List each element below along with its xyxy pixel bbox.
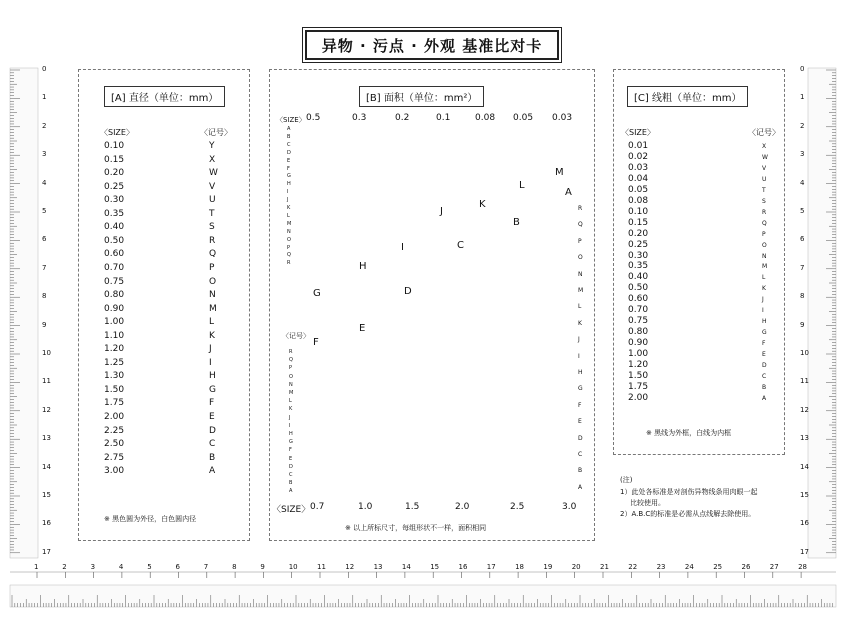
ruler-left-label: 15	[42, 491, 51, 499]
line-size-label: 0.04	[628, 173, 649, 184]
area-top-code: O	[287, 236, 291, 243]
diameter-code-label: U	[209, 195, 216, 206]
ruler-left	[10, 68, 38, 558]
ruler-right	[808, 68, 836, 558]
area-top-code: M	[287, 220, 292, 227]
area-right-code: F	[578, 401, 582, 409]
line-code-label: M	[762, 263, 768, 271]
ruler-left-label: 10	[42, 349, 51, 357]
diameter-size-label: 3.00	[104, 466, 125, 477]
line-size-label: 1.75	[628, 381, 649, 392]
ruler-right-label: 11	[800, 377, 809, 386]
area-top-code: D	[287, 149, 291, 156]
area-top-code: A	[287, 126, 291, 132]
area-right-code: M	[578, 287, 584, 294]
ruler-bottom-label: 19	[543, 563, 553, 571]
diameter-size-label: 2.00	[104, 412, 125, 422]
notes-line-2: 2）A.B.C的标准是必需从点线解去除使用。	[620, 510, 756, 518]
diameter-size-label: 0.80	[104, 290, 125, 301]
ruler-left-label: 13	[42, 434, 51, 443]
area-top-code: I	[287, 189, 289, 196]
diameter-code-label: D	[209, 425, 216, 436]
line-code-label: F	[762, 340, 766, 348]
diameter-size-label: 2.75	[104, 452, 125, 463]
notes-heading: (注)	[620, 476, 633, 484]
line-code-label: X	[762, 143, 767, 150]
ruler-right-label: 8	[800, 292, 805, 301]
ruler-bottom-label: 14	[401, 563, 411, 571]
area-top-column-label: 0.1	[436, 113, 451, 123]
diameter-code-label: K	[209, 330, 215, 341]
line-code-label: Q	[762, 219, 767, 227]
area-top-code: F	[287, 165, 290, 172]
ruler-right-label: 0	[800, 65, 805, 73]
diameter-code-label: F	[209, 398, 215, 409]
ruler-right-label: 15	[800, 491, 809, 499]
diameter-code-label: E	[209, 412, 215, 422]
ruler-left-label: 7	[42, 263, 47, 272]
line-size-label: 1.00	[628, 349, 649, 360]
ruler-right-label: 9	[800, 320, 805, 329]
area-top-column-label: 0.05	[513, 113, 534, 123]
ruler-right-label: 7	[800, 263, 805, 272]
area-column-letter: F	[313, 337, 319, 348]
area-column-letter: G	[313, 288, 321, 299]
diameter-size-label: 0.75	[104, 276, 125, 287]
line-code-label: U	[762, 175, 767, 183]
ruler-right-label: 4	[800, 178, 805, 187]
ruler-bottom-label: 9	[260, 563, 265, 571]
area-top-code: R	[287, 260, 291, 267]
line-size-label: 0.01	[628, 141, 649, 151]
area-side-code: A	[289, 488, 293, 495]
area-side-code: J	[289, 414, 291, 421]
diameter-size-label: 2.25	[104, 425, 125, 436]
ruler-left-label: 8	[42, 292, 47, 301]
area-column-letter: B	[513, 217, 520, 228]
area-side-code: F	[289, 447, 292, 454]
line-size-label: 0.50	[628, 283, 649, 294]
line-code-label: S	[762, 197, 766, 205]
area-column-letter: C	[457, 240, 464, 251]
diameter-code-label: B	[209, 452, 216, 463]
line-size-label: 0.30	[628, 250, 649, 261]
line-size-label: 0.10	[628, 206, 649, 217]
ruler-bottom-label: 7	[203, 563, 209, 571]
diameter-size-label: 0.90	[104, 303, 125, 314]
ruler-bottom-label: 20	[571, 563, 581, 571]
panel-diameter-title: [A] 直径（单位：mm）	[104, 86, 225, 107]
area-column-letter: E	[359, 323, 366, 334]
line-size-label: 0.08	[628, 195, 649, 206]
line-code-label: C	[762, 372, 767, 380]
line-code-header: 〈记号〉	[748, 128, 780, 137]
area-right-code: R	[578, 205, 583, 212]
ruler-bottom-label: 22	[628, 563, 638, 571]
area-right-code: I	[578, 352, 580, 360]
area-bottom-column-label: 2.0	[455, 502, 470, 512]
ruler-bottom-label: 6	[175, 563, 180, 571]
line-size-label: 0.35	[628, 261, 649, 272]
diameter-size-label: 0.30	[104, 195, 125, 206]
line-size-header: 〈SIZE〉	[621, 128, 655, 137]
area-side-code: L	[289, 398, 292, 405]
line-size-label: 0.75	[628, 316, 649, 327]
notes-line-1b: 比较使用。	[630, 499, 665, 507]
diameter-code-label: N	[209, 290, 216, 301]
diameter-size-label: 0.15	[104, 154, 125, 165]
line-code-label: D	[762, 362, 767, 369]
area-column-letter: H	[359, 261, 367, 272]
line-size-label: 0.20	[628, 228, 649, 239]
diameter-size-label: 0.40	[104, 222, 125, 233]
area-side-code: I	[289, 422, 291, 429]
ruler-bottom-label: 12	[345, 563, 355, 571]
area-column-letter: D	[404, 286, 412, 297]
diameter-size-label: 0.20	[104, 168, 125, 179]
line-size-label: 0.80	[628, 327, 649, 338]
diameter-code-label: R	[209, 235, 216, 246]
area-top-column-label: 0.5	[306, 113, 321, 123]
area-side-code: K	[289, 406, 293, 413]
diameter-code-label: I	[209, 357, 212, 368]
area-bottom-column-label: 1.5	[405, 502, 420, 512]
line-size-label: 0.02	[628, 151, 649, 162]
line-size-label: 1.20	[628, 360, 649, 370]
diameter-code-header: 〈记号〉	[200, 128, 232, 137]
line-size-label: 2.00	[628, 392, 649, 403]
ruler-bottom-label: 5	[147, 563, 152, 571]
area-code-header: 〈记号〉	[282, 332, 310, 340]
ruler-bottom-label: 2	[62, 563, 67, 571]
area-bottom-column-label: 0.7	[310, 502, 325, 512]
ruler-right-label: 5	[800, 207, 805, 215]
ruler-bottom-label: 24	[684, 563, 694, 571]
area-side-code: G	[289, 439, 293, 446]
diameter-size-label: 1.50	[104, 384, 125, 395]
ruler-bottom-label: 25	[713, 563, 723, 571]
area-top-column-label: 0.03	[552, 113, 573, 123]
ruler-bottom-label: 15	[430, 563, 440, 571]
line-size-label: 0.40	[628, 272, 649, 283]
ruler-bottom-label: 4	[118, 563, 124, 571]
area-column-letter: I	[401, 242, 404, 253]
diameter-size-label: 0.25	[104, 181, 125, 192]
line-code-label: W	[762, 153, 768, 161]
panel-area	[269, 69, 595, 541]
line-size-label: 0.15	[628, 217, 649, 228]
diameter-code-label: S	[209, 222, 215, 233]
area-right-code: D	[578, 434, 583, 442]
line-code-label: K	[762, 285, 766, 293]
diameter-size-header: 〈SIZE〉	[100, 128, 134, 137]
diameter-size-label: 1.20	[104, 344, 125, 355]
area-right-code: A	[578, 483, 583, 491]
area-right-code: N	[578, 270, 583, 278]
area-top-column-label: 0.2	[395, 113, 410, 123]
ruler-right-label: 2	[800, 121, 805, 130]
diameter-note: ※ 黑色圆为外径，白色圆内径	[104, 515, 197, 523]
line-size-label: 0.90	[628, 338, 649, 349]
diameter-code-label: G	[209, 384, 216, 395]
ruler-left-label: 3	[42, 150, 47, 159]
area-right-code: H	[578, 369, 583, 376]
area-side-code: Q	[289, 357, 293, 364]
ruler-left-label: 12	[42, 405, 51, 414]
diameter-code-label: W	[209, 168, 218, 179]
area-right-code: K	[578, 319, 582, 327]
area-top-code: J	[287, 197, 289, 204]
area-bottom-column-label: 3.0	[562, 502, 577, 512]
ruler-bottom-label: 23	[656, 563, 666, 571]
area-bottom-column-label: 1.0	[358, 502, 373, 512]
line-size-label: 0.25	[628, 239, 649, 250]
diameter-size-label: 1.10	[104, 330, 125, 341]
area-side-code: N	[289, 381, 293, 388]
area-top-code: L	[287, 212, 290, 219]
area-right-code: C	[578, 451, 583, 458]
ruler-left-label: 5	[42, 207, 47, 215]
diameter-size-label: 0.60	[104, 249, 125, 260]
diameter-code-label: P	[209, 262, 215, 273]
area-top-code: Q	[287, 252, 291, 259]
diameter-size-label: 1.30	[104, 371, 125, 382]
area-right-code: J	[578, 336, 580, 344]
ruler-bottom-label: 13	[373, 563, 383, 571]
ruler-left-label: 17	[42, 547, 51, 556]
ruler-bottom-label: 21	[600, 563, 609, 571]
ruler-bottom-label: 28	[798, 563, 808, 571]
area-column-letter: M	[555, 167, 564, 178]
ruler-right-label: 6	[800, 235, 805, 244]
ruler-left-label: 14	[42, 462, 51, 471]
ruler-right-label: 17	[800, 547, 809, 556]
diameter-size-label: 0.35	[104, 208, 125, 219]
ruler-left-label: 9	[42, 320, 47, 329]
diameter-code-label: O	[209, 276, 217, 287]
diameter-code-label: J	[209, 344, 212, 355]
area-top-column-label: 0.3	[352, 113, 367, 123]
ruler-left-label: 1	[42, 93, 47, 102]
ruler-bottom-label: 16	[458, 563, 468, 571]
panel-line-width-title: [C] 线粗（单位：mm）	[627, 86, 748, 107]
area-right-code: L	[578, 303, 582, 311]
panel-area-title: [B] 面积（单位：mm²）	[359, 86, 484, 107]
ruler-bottom-label: 3	[90, 563, 96, 571]
area-top-code: C	[287, 141, 291, 148]
ruler-left-label: 16	[42, 519, 51, 528]
line-size-label: 0.03	[628, 162, 649, 173]
area-top-size-header: 〈SIZE〉	[276, 116, 306, 124]
notes-line-1: 1）此处各标准是对剖伤异物线条用肉眼一起	[620, 488, 758, 496]
area-side-code: E	[289, 455, 293, 462]
area-right-code: B	[578, 467, 583, 475]
ruler-right-label: 1	[800, 93, 805, 102]
diameter-code-label: M	[209, 303, 217, 314]
line-size-label: 0.60	[628, 294, 649, 305]
ruler-left-label: 6	[42, 235, 47, 244]
area-top-code: N	[287, 228, 291, 235]
line-size-label: 0.70	[628, 305, 649, 316]
area-side-code: C	[289, 472, 293, 478]
area-top-code: E	[287, 157, 291, 164]
area-top-code: G	[287, 173, 291, 180]
diameter-code-label: H	[209, 371, 216, 382]
diameter-code-label: Q	[209, 249, 217, 260]
ruler-bottom-label: 8	[232, 563, 237, 571]
area-right-code: P	[578, 237, 582, 245]
diameter-code-label: C	[209, 439, 216, 450]
ruler-left-label: 4	[42, 178, 47, 187]
line-size-label: 1.50	[628, 370, 649, 381]
ruler-bottom-label: 17	[486, 563, 496, 571]
diameter-code-label: Y	[209, 141, 215, 151]
area-top-code: K	[287, 205, 291, 211]
line-code-label: J	[762, 296, 764, 304]
area-side-code: O	[289, 373, 293, 380]
ruler-left-label: 2	[42, 121, 47, 130]
ruler-left-label: 0	[42, 65, 47, 73]
area-right-code: E	[578, 418, 582, 426]
area-top-code: P	[287, 244, 291, 251]
ruler-right-label: 16	[800, 519, 809, 528]
line-size-label: 0.05	[628, 184, 649, 195]
line-code-label: H	[762, 318, 767, 326]
diameter-size-label: 2.50	[104, 439, 125, 450]
line-code-label: E	[762, 351, 766, 359]
ruler-bottom-label: 27	[769, 563, 779, 571]
diameter-size-label: 0.10	[104, 141, 125, 151]
area-bottom-size-header: 〈SIZE〉	[272, 505, 311, 515]
area-side-code: B	[289, 480, 293, 487]
diameter-code-label: X	[209, 154, 216, 165]
ruler-right-label: 13	[800, 434, 809, 443]
diameter-code-label: A	[209, 466, 216, 477]
line-code-label: O	[762, 241, 767, 249]
line-code-label: G	[762, 329, 767, 337]
ruler-right-label: 3	[800, 150, 805, 159]
diameter-size-label: 1.75	[104, 398, 125, 409]
line-code-label: R	[762, 208, 767, 216]
ruler-right-label: 14	[800, 462, 809, 471]
line-code-label: V	[762, 164, 767, 172]
area-top-column-label: 0.08	[475, 113, 496, 123]
diameter-size-label: 0.50	[104, 235, 125, 246]
line-code-label: T	[762, 186, 766, 194]
area-column-letter: L	[519, 180, 525, 191]
area-top-code: B	[287, 133, 291, 140]
area-side-code: R	[289, 349, 293, 355]
diameter-size-label: 1.00	[104, 317, 125, 328]
area-note: ※ 以上所标尺寸，每组形状不一样，面积相同	[345, 524, 487, 532]
ruler-right-label: 12	[800, 405, 809, 414]
line-code-label: I	[762, 307, 764, 315]
diameter-size-label: 1.25	[104, 357, 125, 368]
area-right-code: O	[578, 254, 583, 262]
line-code-label: A	[762, 394, 767, 402]
ruler-bottom-label: 18	[515, 563, 525, 571]
area-side-code: D	[289, 463, 293, 470]
diameter-code-label: L	[209, 317, 215, 328]
line-note: ※ 黑线为外框，白线为内框	[646, 429, 732, 437]
line-code-label: N	[762, 252, 767, 260]
ruler-left-label: 11	[42, 377, 51, 386]
ruler-bottom-label: 11	[317, 563, 326, 571]
area-side-code: M	[289, 390, 294, 396]
area-column-letter: K	[479, 199, 486, 210]
diameter-size-label: 0.70	[104, 262, 125, 273]
area-column-letter: A	[565, 187, 572, 198]
ruler-bottom-label: 1	[34, 563, 39, 571]
line-code-label: B	[762, 383, 767, 391]
diameter-code-label: T	[209, 208, 215, 219]
diameter-code-label: V	[209, 181, 216, 192]
area-right-code: Q	[578, 221, 583, 229]
area-side-code: P	[289, 365, 293, 372]
ruler-bottom-label: 26	[741, 563, 751, 571]
area-bottom-column-label: 2.5	[510, 502, 525, 512]
area-column-letter: J	[440, 206, 443, 217]
ruler-right-label: 10	[800, 349, 809, 357]
ruler-bottom-label: 10	[288, 563, 298, 571]
area-side-code: H	[289, 431, 293, 437]
area-right-code: G	[578, 385, 583, 393]
line-code-label: P	[762, 230, 766, 238]
line-code-label: L	[762, 274, 766, 282]
card-title: 异物 · 污点 · 外观 基准比对卡	[305, 30, 559, 60]
area-top-code: H	[287, 181, 291, 188]
